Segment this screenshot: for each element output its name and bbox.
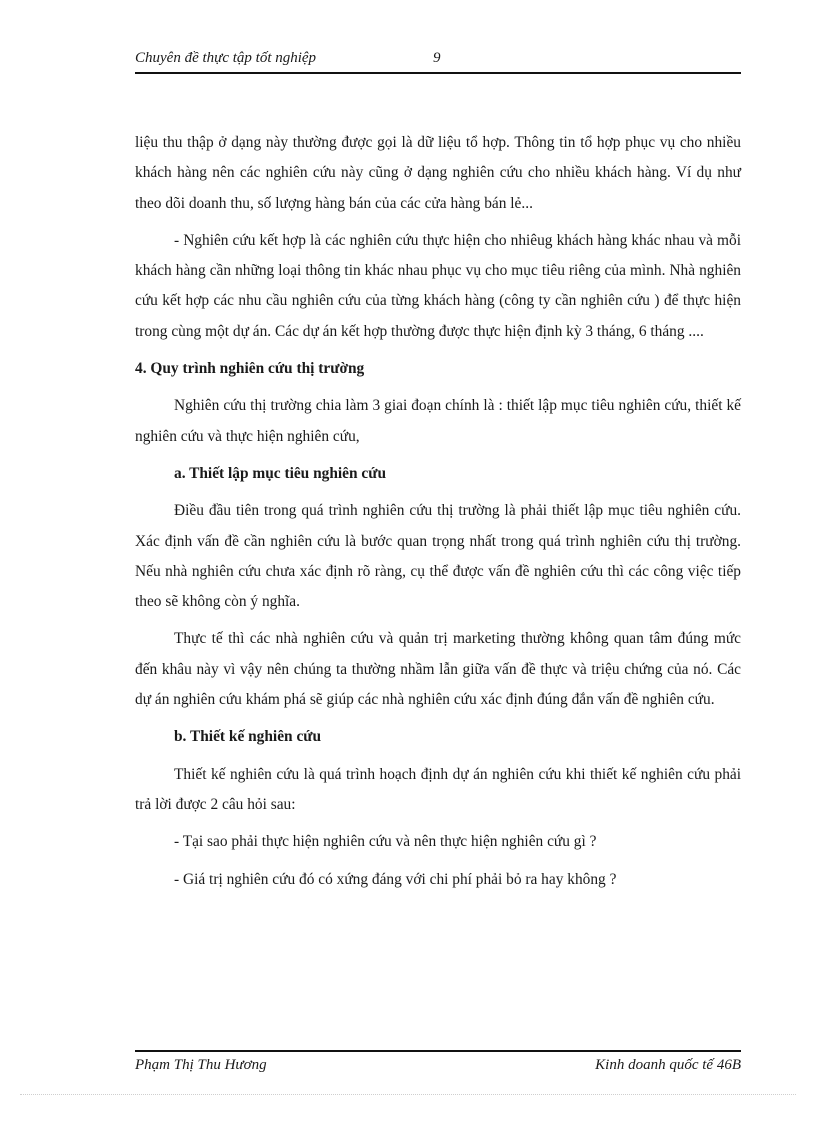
paragraph-set-objectives: Điều đầu tiên trong quá trình nghiên cứu thị trường là phải thiết lập mục tiêu nghiên cứu. Xác định vấn đề cần nghiên cứu là bước quan trọng nhất trong quá trình nghiên cứu thị trường. Nếu nhà nghiên cứu chưa xác định rõ ràng, cụ thể được vấn đề nghiên cứu thì các công việc tiếp theo sẽ không còn ý nghĩa. [135, 502, 741, 611]
footer-department: Kinh doanh quốc tế 46B [595, 1057, 741, 1073]
paragraph-practice: Thực tế thì các nhà nghiên cứu và quản trị marketing thường không quan tâm đúng mức đến khâu này vì vậy nên chúng ta thường nhầm lẫn giữa vấn đề thực và triệu chứng của nó. Các dự án nghiên cứu khám phá sẽ giúp các nhà nghiên cứu xác định đúng đắn vấn đề nghiên cứu. [135, 630, 741, 709]
page-header [135, 48, 741, 74]
question-item-1: - Tại sao phải thực hiện nghiên cứu và nên thực hiện nghiên cứu gì ? [174, 833, 597, 851]
footer-author: Phạm Thị Thu Hương [135, 1057, 267, 1073]
page-number: 9 [433, 50, 441, 66]
document-body [135, 128, 741, 902]
paragraph-aggregated-data: liệu thu thập ở dạng này thường được gọi là dữ liệu tổ hợp. Thông tin tổ hợp phục vụ cho nhiều khách hàng nên các nghiên cứu này cũng ở dạng nghiên cứu cho nhiều khách hàng. Ví dụ như theo dõi doanh thu, số lượng hàng bán của các cửa hàng bán lẻ... [135, 134, 741, 212]
subsection-heading-a: a. Thiết lập mục tiêu nghiên cứu [174, 464, 387, 482]
question-item-2: - Giá trị nghiên cứu đó có xứng đáng với chi phí phải bỏ ra hay không ? [174, 870, 617, 888]
page-footer [135, 1050, 741, 1073]
paragraph-research-stages: Nghiên cứu thị trường chia làm 3 giai đoạn chính là : thiết lập mục tiêu nghiên cứu, thiết kế nghiên cứu và thực hiện nghiên cứu, [135, 397, 741, 445]
paragraph-combined-research: - Nghiên cứu kết hợp là các nghiên cứu thực hiện cho nhiêug khách hàng khác nhau và mỗi khách hàng cần những loại thông tin khác nhau phục vụ cho mục tiêu riêng của mình. Nhà nghiên cứu kết hợp các nhu cầu nghiên cứu của từng khách hàng (công ty cần nghiên cứu ) để thực hiện trong cùng một dự án. Các dự án kết hợp thường được thực hiện định kỳ 3 tháng, 6 tháng .... [135, 231, 741, 340]
section-heading-4: 4. Quy trình nghiên cứu thị trường [135, 360, 365, 378]
subsection-heading-b: b. Thiết kế nghiên cứu [174, 728, 322, 746]
paragraph-research-design: Thiết kế nghiên cứu là quá trình hoạch định dự án nghiên cứu khi thiết kế nghiên cứu phải trả lời được 2 câu hỏi sau: [135, 765, 741, 813]
page-bottom-edge [20, 1094, 796, 1095]
document-title: Chuyên đề thực tập tốt nghiệp [135, 50, 317, 66]
